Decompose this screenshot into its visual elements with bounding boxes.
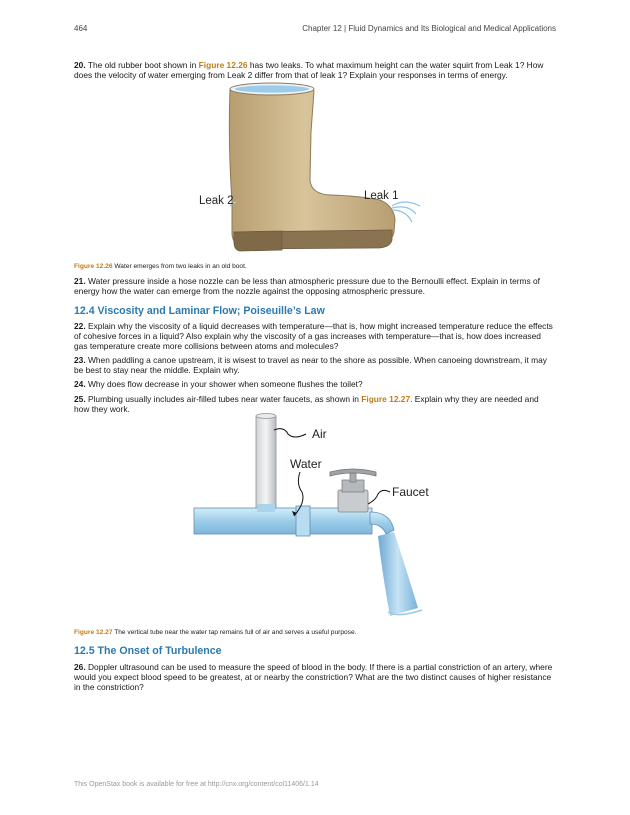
question-text: Doppler ultrasound can be used to measure the speed of blood in the body. If there is a partial constriction of an artery, where would you expect blood speed to be greatest, at or nearby the constriction? What are the two distinct causes of higher resistance in the constriction? <box>74 662 553 693</box>
figure-link-12-27[interactable]: Figure 12.27 <box>361 394 411 404</box>
caption-text: Water emerges from two leaks in an old boot. <box>112 263 247 270</box>
question-number: 25. <box>74 394 86 404</box>
chapter-title: Chapter 12 | Fluid Dynamics and Its Biological and Medical Applications <box>302 24 556 33</box>
question-24 <box>74 379 556 389</box>
air-tube <box>256 416 276 512</box>
section-heading-12-5: 12.5 The Onset of Turbulence <box>74 645 222 657</box>
figure-label: Figure 12.27 <box>74 629 113 636</box>
water-stream <box>378 532 418 616</box>
question-number: 24. <box>74 379 86 389</box>
question-text: . Explain why they are needed and how they work. <box>74 394 539 415</box>
question-text: Explain why the viscosity of a liquid decreases with temperature—that is, how might increased temperature reduce the effects of cohesive forces in a liquid? Also explain why the viscosity of a gas increases with temperature—that is, how does increased gas temperature create more collisions between atoms and molecules? <box>74 321 553 352</box>
question-23 <box>74 355 556 375</box>
figure-12-26-caption <box>74 262 556 271</box>
leak-1-water-spray <box>392 202 420 222</box>
figure-label: Figure 12.26 <box>74 263 113 270</box>
question-26 <box>74 662 556 693</box>
water-label: Water <box>290 457 322 471</box>
question-22 <box>74 321 556 352</box>
question-number: 20. <box>74 60 86 70</box>
figure-12-26-boot-illustration <box>180 82 440 260</box>
page-number: 464 <box>74 24 88 33</box>
question-text: When paddling a canoe upstream, it is wisest to travel as near to the shore as possible. When canoeing downstream, it may be best to stay near the middle. Explain why. <box>74 355 547 376</box>
faucet-label: Faucet <box>392 485 429 499</box>
leak-1-label: Leak 1 <box>364 190 399 202</box>
air-pointer <box>274 429 306 437</box>
question-text: Water pressure inside a hose nozzle can be less than atmospheric pressure due to the Bernoulli effect. Explain in terms of energy how the water can emerge from the nozzle against the opposing atmospheric pressure. <box>74 276 541 297</box>
figure-link-12-26[interactable]: Figure 12.26 <box>198 60 248 70</box>
caption-text: The vertical tube near the water tap remains full of air and serves a useful purpose. <box>112 629 357 636</box>
air-label: Air <box>312 427 327 441</box>
question-text: The old rubber boot shown in <box>85 60 199 70</box>
leak-2-label: Leak 2 <box>199 195 234 207</box>
question-number: 21. <box>74 276 86 286</box>
faucet-pointer <box>368 490 390 504</box>
section-heading-12-4: 12.4 Viscosity and Laminar Flow; Poiseuille’s Law <box>74 305 325 317</box>
faucet-body <box>338 490 368 512</box>
question-number: 26. <box>74 662 86 672</box>
faucet-spout <box>370 512 394 534</box>
figure-12-27-caption <box>74 628 556 637</box>
question-number: 22. <box>74 321 86 331</box>
question-text: Why does flow decrease in your shower when someone flushes the toilet? <box>85 379 363 389</box>
figure-12-27-plumbing-illustration <box>190 412 450 622</box>
question-21 <box>74 276 556 296</box>
boot-shape <box>229 84 395 246</box>
question-20 <box>74 60 556 80</box>
question-text: Plumbing usually includes air-filled tubes near water faucets, as shown in <box>85 394 362 404</box>
page-footer: This OpenStax book is available for free at http://cnx.org/content/col11406/1.14 <box>74 781 319 788</box>
question-number: 23. <box>74 355 86 365</box>
question-text: has two leaks. To what maximum height can the water squirt from Leak 1? How does the velocity of water emerging from Leak 2 differ from that of leak 1? Explain your responses in terms of energy. <box>74 60 544 81</box>
